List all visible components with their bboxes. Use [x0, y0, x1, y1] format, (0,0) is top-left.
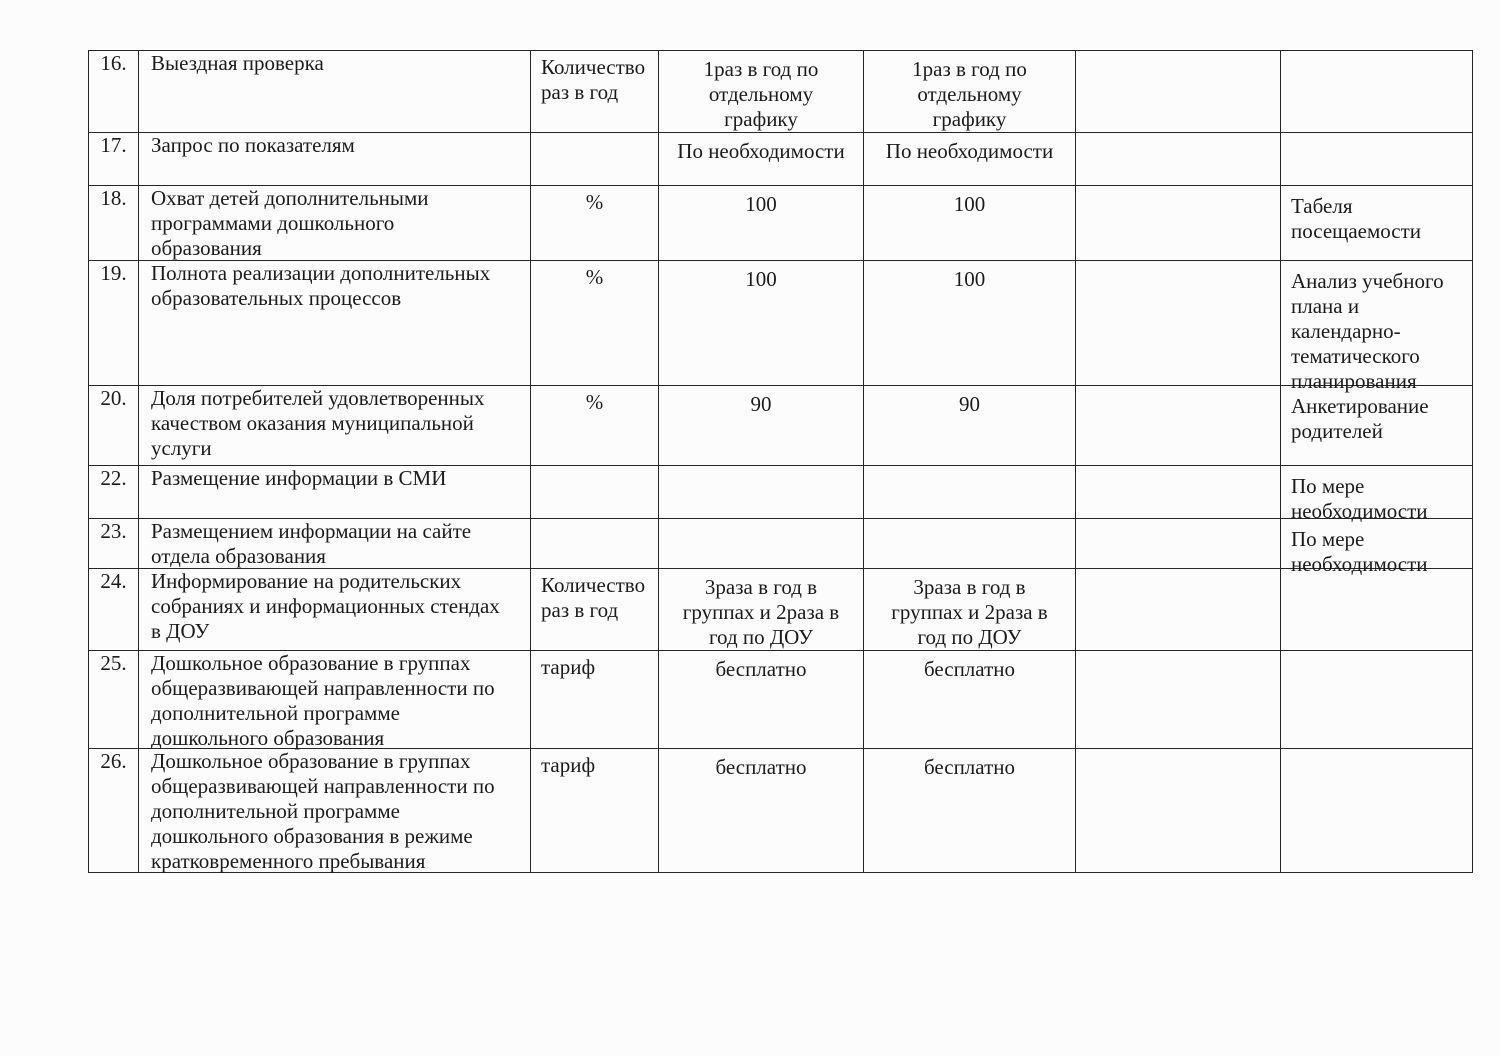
value-b-cell: [864, 519, 1076, 569]
value-b: [864, 466, 1075, 472]
value-b-cell: [864, 386, 1076, 466]
name-cell: [139, 749, 531, 873]
value-b-cell: [864, 261, 1076, 386]
value-a-cell: [659, 569, 864, 651]
indicator-name: Дошкольное образование в группах общеразвивающей направленности по дополнительной программе дошкольного образования: [151, 651, 495, 750]
value-a-cell: [659, 749, 864, 873]
empty-cell: [1076, 749, 1281, 873]
empty-cell: [1076, 386, 1281, 466]
note-text: [1281, 749, 1472, 757]
indicator-name: Выездная проверка: [151, 51, 324, 75]
note-cell: [1281, 51, 1473, 133]
table-row: [89, 651, 1473, 749]
unit-cell: [531, 386, 659, 466]
indicator-name: Охват детей дополнительными программами дошкольного образования: [151, 186, 429, 260]
row-number: 26.: [100, 749, 127, 773]
note-cell: [1281, 519, 1473, 576]
note-cell: [1281, 569, 1473, 651]
note-cell: [1281, 133, 1473, 186]
unit-text: [531, 466, 658, 470]
empty-cell: [1076, 466, 1281, 519]
table-row: [89, 51, 1473, 133]
value-b: 100: [953, 192, 986, 216]
value-b: 90: [959, 392, 980, 416]
unit-text: Количество раз в год: [541, 573, 646, 622]
unit-cell: [531, 51, 659, 133]
value-b: 3раза в год в группах и 2раза в год по ДОУ: [891, 575, 1048, 649]
number-cell: [89, 133, 139, 186]
unit-cell: [531, 519, 659, 569]
unit-cell: [531, 466, 659, 519]
name-cell: [139, 51, 531, 133]
empty-cell: [1076, 51, 1281, 133]
unit-cell: [531, 261, 659, 386]
row-number: 23.: [100, 519, 127, 543]
value-a: 100: [745, 192, 777, 216]
empty-cell: [1076, 569, 1281, 651]
note-cell: [1281, 186, 1473, 261]
table-row: [89, 519, 1473, 569]
value-b: бесплатно: [924, 657, 1015, 681]
value-a: По необходимости: [677, 139, 845, 163]
table-row: [89, 466, 1473, 519]
name-cell: [139, 569, 531, 651]
row-number: 22.: [100, 466, 127, 490]
unit-text: %: [585, 265, 604, 289]
value-b-cell: [864, 186, 1076, 261]
indicator-name: Размещение информации в СМИ: [151, 466, 447, 490]
name-cell: [139, 386, 531, 466]
value-a: [659, 519, 863, 525]
row-number: 16.: [100, 51, 127, 75]
row-number: 20.: [100, 386, 127, 410]
empty-cell: [1076, 261, 1281, 386]
note-cell: [1281, 749, 1473, 873]
table-row: [89, 749, 1473, 873]
unit-cell: [531, 186, 659, 261]
row-number: 24.: [100, 569, 127, 593]
value-a: 3раза в год в группах и 2раза в год по ДОУ: [682, 575, 840, 649]
value-a: [659, 466, 863, 472]
empty-cell: [1076, 133, 1281, 186]
unit-cell: [531, 569, 659, 651]
document-table: [88, 50, 1473, 873]
value-b: 1раз в год по отдельному графику: [912, 57, 1027, 131]
value-a-cell: [659, 261, 864, 386]
value-a-cell: [659, 651, 864, 749]
value-b: По необходимости: [885, 139, 1054, 163]
unit-cell: [531, 749, 659, 873]
indicator-name: Информирование на родительских собраниях и информационных стендах в ДОУ: [151, 569, 500, 643]
value-b: бесплатно: [924, 755, 1015, 779]
table-row: [89, 133, 1473, 186]
number-cell: [89, 261, 139, 386]
note-text: [1281, 133, 1472, 141]
unit-text: тариф: [541, 753, 596, 777]
value-b-cell: [864, 133, 1076, 186]
table-row: [89, 261, 1473, 386]
empty-cell: [1076, 519, 1281, 569]
indicator-name: Размещением информации на сайте отдела образования: [151, 519, 472, 568]
table-row: [89, 569, 1473, 651]
name-cell: [139, 261, 531, 386]
name-cell: [139, 466, 531, 519]
name-cell: [139, 186, 531, 261]
table-row: [89, 386, 1473, 466]
empty-cell: [1076, 186, 1281, 261]
number-cell: [89, 51, 139, 133]
value-a-cell: [659, 51, 864, 133]
note-cell: [1281, 261, 1473, 393]
unit-text: %: [585, 190, 604, 214]
note-cell: [1281, 466, 1473, 523]
note-text: [1281, 51, 1472, 59]
unit-cell: [531, 651, 659, 749]
value-a-cell: [659, 186, 864, 261]
note-text: [1281, 651, 1472, 659]
table-row: [89, 186, 1473, 261]
value-a-cell: [659, 466, 864, 519]
unit-text: тариф: [541, 655, 596, 679]
value-a: 1раз в год по отдельному графику: [703, 57, 819, 131]
value-a-cell: [659, 133, 864, 186]
name-cell: [139, 519, 531, 569]
value-b-cell: [864, 51, 1076, 133]
value-a-cell: [659, 519, 864, 569]
note-text: [1281, 569, 1472, 577]
value-b: [864, 519, 1075, 525]
note-cell: [1281, 651, 1473, 749]
value-b-cell: [864, 651, 1076, 749]
indicator-name: Доля потребителей удовлетворенных качеством оказания муниципальной услуги: [151, 386, 485, 460]
note-text: Табеля посещаемости: [1291, 194, 1422, 243]
number-cell: [89, 749, 139, 873]
number-cell: [89, 569, 139, 651]
number-cell: [89, 466, 139, 519]
row-number: 25.: [100, 651, 127, 675]
name-cell: [139, 651, 531, 749]
value-b-cell: [864, 569, 1076, 651]
unit-text: Количество раз в год: [541, 55, 646, 104]
value-a: 100: [745, 267, 777, 291]
indicator-name: Дошкольное образование в группах общеразвивающей направленности по дополнительной программе дошкольного образования в режиме кратковременного пребывания: [151, 749, 495, 873]
value-a: бесплатно: [715, 755, 807, 779]
unit-text: %: [585, 390, 604, 414]
value-a-cell: [659, 386, 864, 466]
note-text: По мере необходимости: [1291, 474, 1428, 523]
value-b: 100: [953, 267, 986, 291]
unit-cell: [531, 133, 659, 186]
value-b-cell: [864, 749, 1076, 873]
row-number: 18.: [100, 186, 127, 210]
row-number: 19.: [100, 261, 127, 285]
empty-cell: [1076, 651, 1281, 749]
number-cell: [89, 186, 139, 261]
indicator-name: Запрос по показателям: [151, 133, 355, 157]
name-cell: [139, 133, 531, 186]
value-a: 90: [750, 392, 772, 416]
number-cell: [89, 386, 139, 466]
indicator-name: Полнота реализации дополнительных образовательных процессов: [151, 261, 491, 310]
value-a: бесплатно: [715, 657, 807, 681]
unit-text: [531, 519, 658, 523]
value-b-cell: [864, 466, 1076, 519]
note-cell: [1281, 386, 1473, 466]
note-text: По мере необходимости: [1291, 527, 1428, 576]
number-cell: [89, 519, 139, 569]
note-text: Анализ учебного плана и календарно-тематического планирования: [1291, 269, 1444, 393]
unit-text: [531, 133, 658, 137]
number-cell: [89, 651, 139, 749]
note-text: Анкетирование родителей: [1291, 394, 1429, 443]
row-number: 17.: [100, 133, 127, 157]
